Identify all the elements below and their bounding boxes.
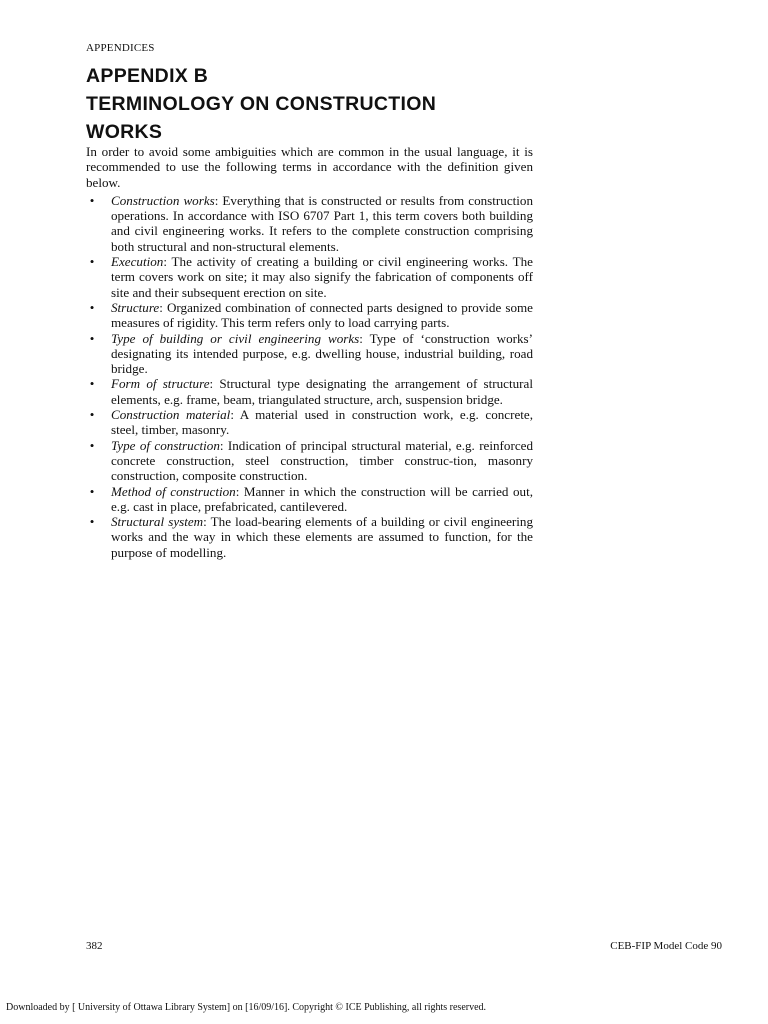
bullet-icon: • <box>89 299 95 315</box>
definition-term: Construction works <box>111 192 215 208</box>
definition-term: Construction material <box>111 407 231 423</box>
definition-item <box>86 438 533 484</box>
definition-text: : The activity of creating a building or civil engineering works. The term covers work on site; it may also signify the fabrication of components off site and their subsequent erection on site. <box>111 254 533 300</box>
bullet-icon: • <box>89 483 95 499</box>
intro-paragraph: In order to avoid some ambiguities which are common in the usual language, it is recommended to use the following terms in accordance with the definition given below. <box>86 144 533 190</box>
page-number: 382 <box>86 940 103 952</box>
title-line-1: APPENDIX B <box>86 65 209 87</box>
title-line-2: TERMINOLOGY ON CONSTRUCTION <box>86 93 437 115</box>
definition-term: Type of building or civil engineering works <box>111 330 360 346</box>
definition-term: Execution <box>111 254 164 270</box>
publication-title: CEB-FIP Model Code 90 <box>610 940 722 952</box>
bullet-icon: • <box>89 254 95 270</box>
body-text <box>86 144 533 560</box>
bullet-icon: • <box>89 514 95 530</box>
definition-text: : Type of ‘construction works’ designating its intended purpose, e.g. dwelling house, industrial building, road bridge. <box>111 330 533 377</box>
definition-text: : The load-bearing elements of a building or civil engineering works and the way in which these elements are assumed to function, for the purpose of modelling. <box>111 514 533 560</box>
bullet-icon: • <box>89 407 95 423</box>
bullet-icon: • <box>89 192 95 208</box>
definition-term: Type of construction <box>111 437 220 453</box>
bullet-icon: • <box>89 437 95 453</box>
definition-list <box>86 193 533 560</box>
definition-item <box>86 407 533 438</box>
definition-item <box>86 484 533 515</box>
definition-text: : Indication of principal structural material, e.g. reinforced concrete construction, steel construction, timber construc-tion, masonry construction, composite construction. <box>111 437 533 484</box>
definition-item <box>86 514 533 560</box>
definition-term: Method of construction <box>111 483 236 499</box>
definition-term: Form of structure <box>111 376 210 392</box>
title-line-3: WORKS <box>86 121 163 143</box>
definition-item <box>86 193 533 254</box>
definition-text: : Organized combination of connected parts designed to provide some measures of rigidity. This term refers only to load carrying parts. <box>111 299 533 331</box>
definition-item <box>86 300 533 331</box>
definition-text: : A material used in construction work, e.g. concrete, steel, timber, masonry. <box>111 407 534 438</box>
download-notice: Downloaded by [ University of Ottawa Library System] on [16/09/16]. Copyright © ICE Publishing, all rights reserved. <box>6 1002 487 1013</box>
definition-text: : Everything that is constructed or results from construction operations. In accordance with ISO 6707 Part 1, this term covers both building and civil engineering works. It refers to the complete construction comprising both structural and non-structural elements. <box>111 192 533 254</box>
definition-text: : Structural type designating the arrangement of structural elements, e.g. frame, beam, triangulated structure, arch, suspension bridge. <box>111 376 533 407</box>
definition-item <box>86 331 533 377</box>
page-title <box>86 62 546 146</box>
definition-text: : Manner in which the construction will be carried out, e.g. cast in place, prefabricated, cantilevered. <box>111 483 533 514</box>
definition-term: Structural system <box>111 514 204 530</box>
bullet-icon: • <box>89 330 95 346</box>
bullet-icon: • <box>89 376 95 392</box>
definition-term: Structure <box>111 299 160 315</box>
definition-item <box>86 254 533 300</box>
running-header: APPENDICES <box>86 42 155 54</box>
definition-item <box>86 376 533 407</box>
